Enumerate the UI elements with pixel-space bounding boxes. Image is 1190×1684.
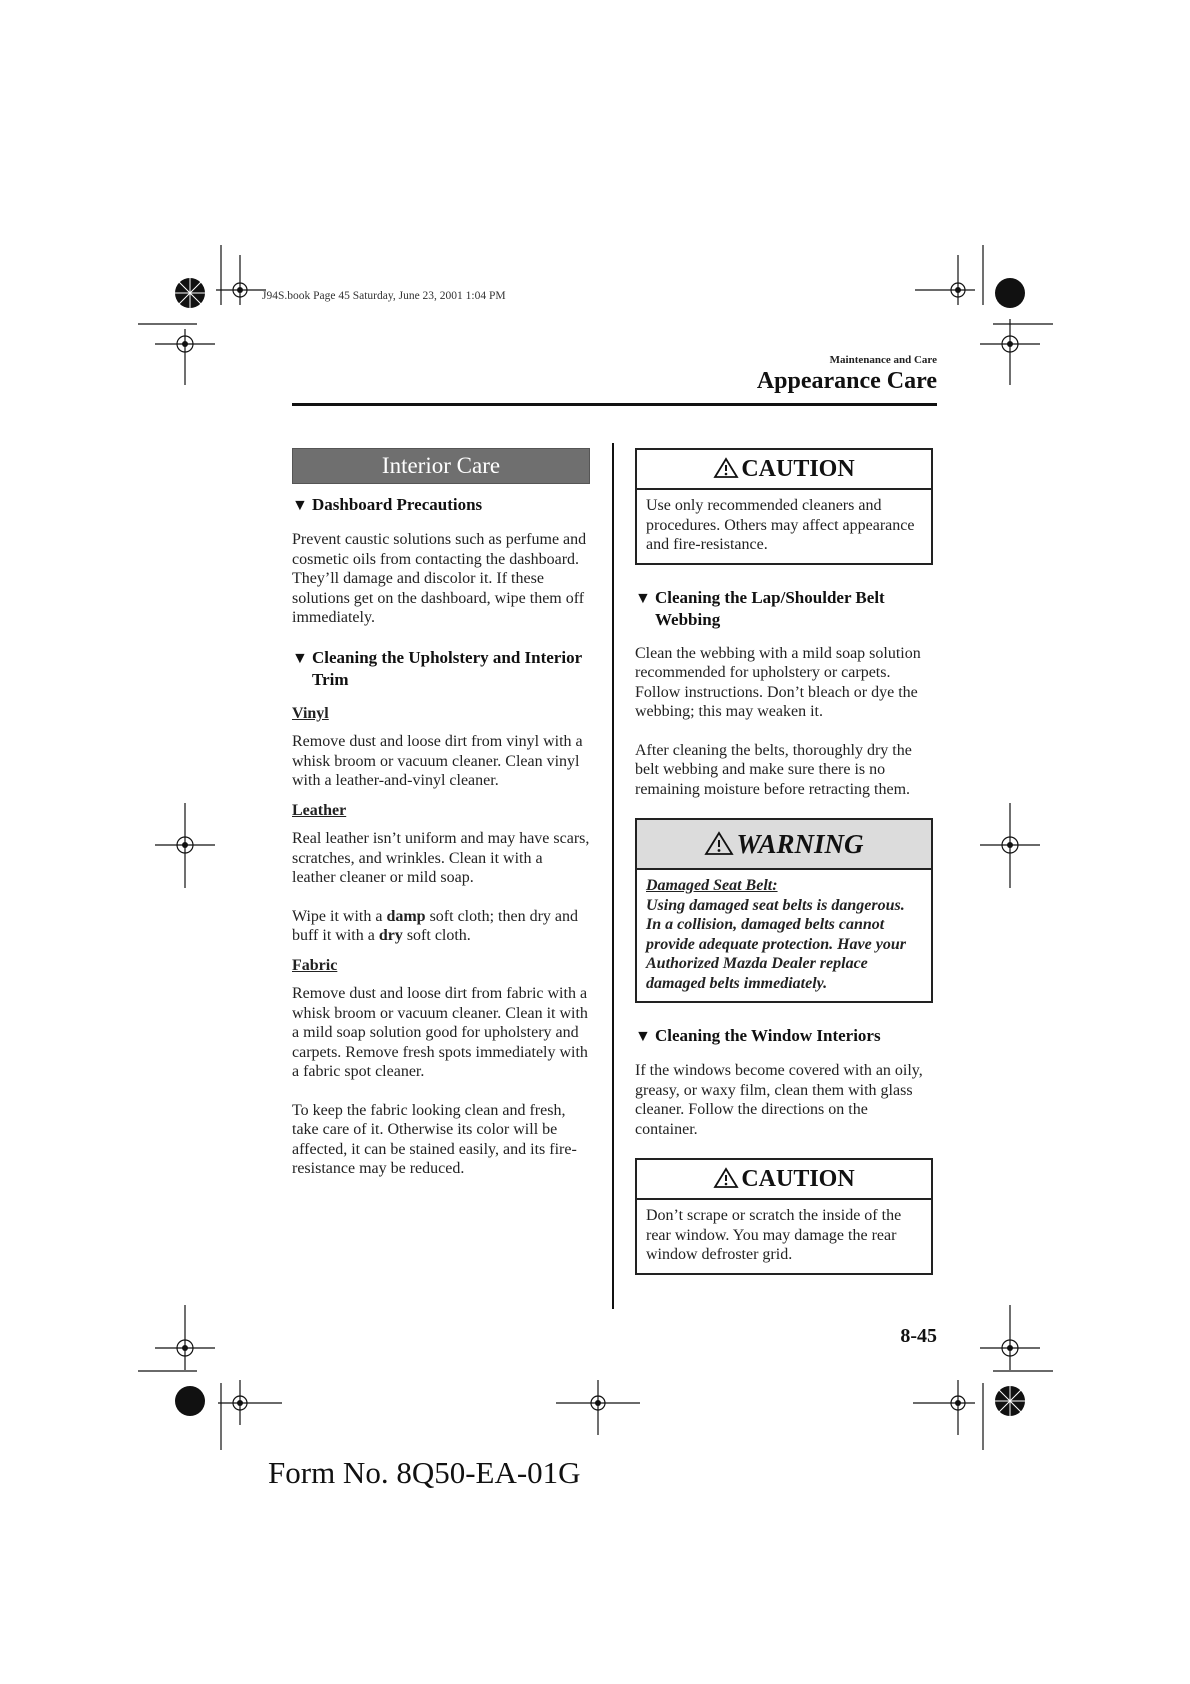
section-label: Maintenance and Care [829, 354, 937, 366]
interior-care-banner: Interior Care [292, 448, 590, 484]
caution-text: Don’t scrape or scratch the inside of the rear window. You may damage the rear window defroster grid. [646, 1207, 902, 1263]
form-number: Form No. 8Q50-EA-01G [268, 1455, 581, 1490]
warning-text: Using damaged seat belts is dangerous. In a collision, damaged belts cannot provide adequate protection. Have your Authorized Mazda Dealer replace damaged belts immediately. [646, 896, 906, 992]
column-divider [612, 443, 614, 1309]
warning-triangle-icon [713, 1167, 739, 1189]
title-rule [292, 403, 937, 406]
warning-triangle-icon [704, 831, 734, 856]
belt-text: Clean the webbing with a mild soap solution recommended for upholstery or carpets. Follow instructions. Don’t bleach or dye the webbing; this may weaken it. [635, 644, 921, 720]
right-column [635, 448, 933, 1297]
fabric-text: Remove dust and loose dirt from fabric with a whisk broom or vacuum cleaner. Clean it with a mild soap solution good for upholstery and carpets. Remove fresh spots immediately with a fabric spot cleaner. [292, 985, 588, 1080]
warning-box-seat-belt [635, 818, 933, 1003]
leather-label: Leather [292, 801, 347, 819]
triangle-bullet-icon: ▼ [292, 497, 308, 514]
left-column [292, 448, 590, 1198]
caution-box-rear-window [635, 1158, 933, 1275]
vinyl-label: Vinyl [292, 704, 329, 722]
warning-title: Damaged Seat Belt: [646, 877, 778, 894]
upholstery-heading: ▼ Cleaning the Upholstery and Interior Trim [292, 647, 582, 689]
triangle-bullet-icon: ▼ [635, 1028, 651, 1045]
belt-dry-text: After cleaning the belts, thoroughly dry the belt webbing and make sure there is no remaining moisture before retracting them. [635, 741, 912, 798]
warning-body [637, 870, 931, 1001]
leather-text: Real leather isn’t uniform and may have scars, scratches, and wrinkles. Clean it with a leather cleaner or mild soap. [292, 830, 590, 886]
window-heading: ▼ Cleaning the Window Interiors [635, 1026, 881, 1045]
dashboard-heading: ▼ Dashboard Precautions [292, 495, 483, 514]
page-title: Appearance Care [756, 368, 937, 394]
triangle-bullet-icon: ▼ [292, 649, 308, 667]
triangle-bullet-icon: ▼ [635, 589, 651, 607]
fabric-care-text: To keep the fabric looking clean and fresh, take care of it. Otherwise its color will be affected, it can be stained easily, and its fire-resistance may be reduced. [292, 1101, 577, 1177]
window-text: If the windows become covered with an oily, greasy, or waxy film, clean them with glass cleaner. Follow the directions on the container. [635, 1062, 923, 1138]
dashboard-text: Prevent caustic solutions such as perfume and cosmetic oils from contacting the dashboard. They’ll damage and discolor it. If these solutions get on the dashboard, wipe them off immediately. [292, 531, 587, 626]
page-number: 8-45 [900, 1325, 937, 1347]
warning-triangle-icon [713, 457, 739, 479]
wipe-text: Wipe it with a damp soft cloth; then dry and buff it with a dry soft cloth. [292, 907, 578, 944]
warning-header: WARNING [637, 820, 931, 870]
caution-text: Use only recommended cleaners and procedures. Others may affect appearance and fire-resistance. [646, 497, 915, 553]
belt-heading: ▼ Cleaning the Lap/Shoulder Belt Webbing [635, 587, 885, 629]
vinyl-text: Remove dust and loose dirt from vinyl with a whisk broom or vacuum cleaner. Clean vinyl with a leather-and-vinyl cleaner. [292, 733, 583, 789]
caution-header: CAUTION [637, 450, 931, 490]
file-info: J94S.book Page 45 Saturday, June 23, 2001 1:04 PM [262, 290, 506, 302]
caution-box-cleaners [635, 448, 933, 565]
caution-header: CAUTION [637, 1160, 931, 1200]
fabric-label: Fabric [292, 956, 338, 974]
